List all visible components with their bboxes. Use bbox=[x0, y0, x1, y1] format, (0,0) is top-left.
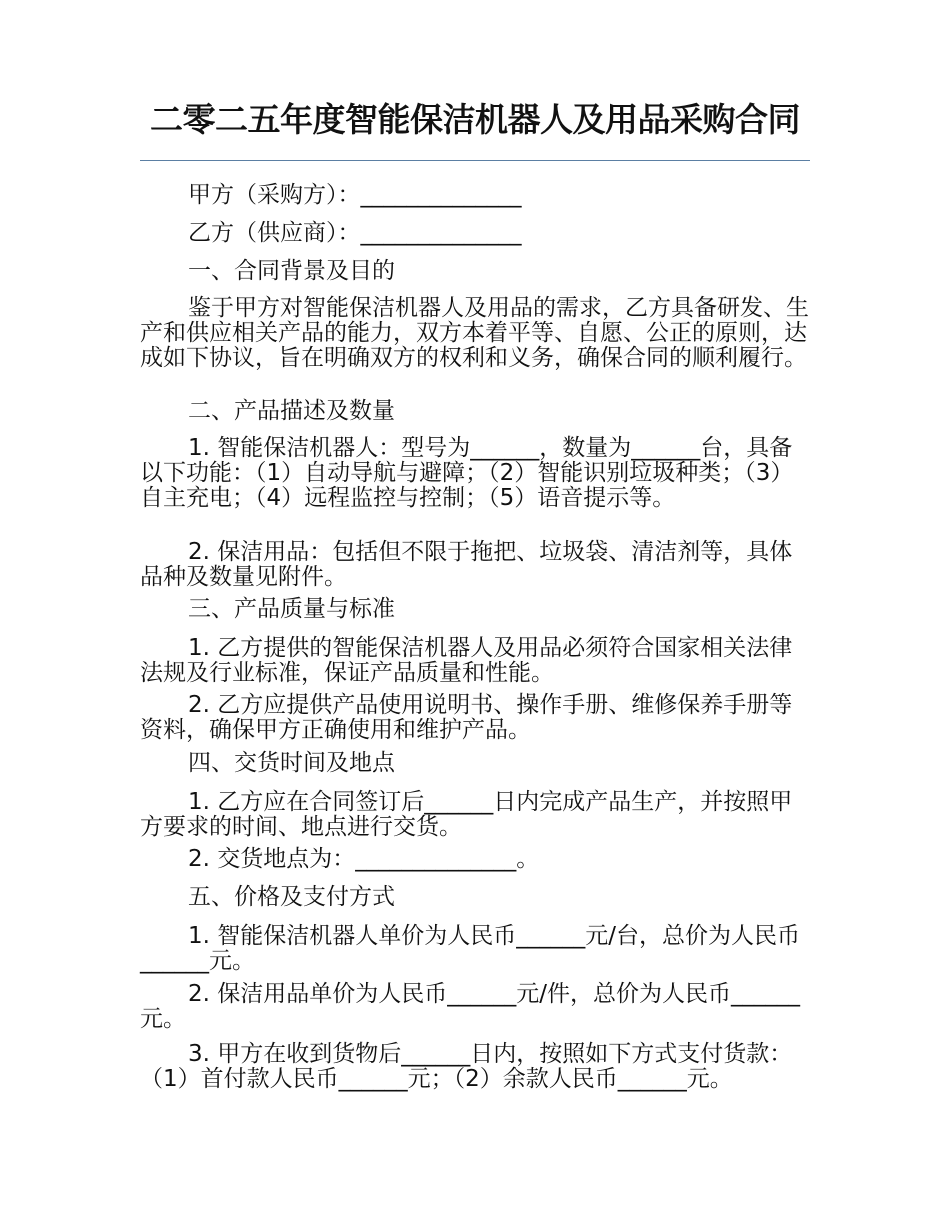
document-title: 二零二五年度智能保洁机器人及用品采购合同 bbox=[150, 100, 800, 139]
section-5-item-3: 3. 甲方在收到货物后______日内，按照如下方式支付货款：（1）首付款人民币______元；（2）余款人民币______元。 bbox=[140, 1041, 793, 1092]
section-4-item-2: 2. 交货地点为：______________。 bbox=[188, 846, 540, 872]
section-5-heading: 五、价格及支付方式 bbox=[188, 884, 395, 910]
party-b-line: 乙方（供应商）：______________ bbox=[188, 220, 522, 246]
section-2-item-1: 1. 智能保洁机器人：型号为______，数量为______台，具备以下功能：（1）自动导航与避障；（2）智能识别垃圾种类；（3）自主充电；（4）远程监控与控制；（5）语音提示等。 bbox=[140, 435, 794, 511]
party-a-line: 甲方（采购方）：______________ bbox=[188, 182, 522, 208]
section-1-paragraph: 鉴于甲方对智能保洁机器人及用品的需求，乙方具备研发、生产和供应相关产品的能力，双方本着平等、自愿、公正的原则，达成如下协议，旨在明确双方的权利和义务，确保合同的顺利履行。 bbox=[140, 295, 809, 371]
section-3-item-2: 2. 乙方应提供产品使用说明书、操作手册、维修保养手册等资料，确保甲方正确使用和维护产品。 bbox=[140, 692, 793, 743]
section-4-item-1: 1. 乙方应在合同签订后______日内完成产品生产，并按照甲方要求的时间、地点进行交货。 bbox=[140, 789, 793, 840]
section-2-item-2: 2. 保洁用品：包括但不限于拖把、垃圾袋、清洁剂等，具体品种及数量见附件。 bbox=[140, 539, 793, 590]
section-2-heading: 二、产品描述及数量 bbox=[188, 398, 395, 424]
title-divider bbox=[140, 160, 810, 161]
section-1-heading: 一、合同背景及目的 bbox=[188, 258, 395, 284]
section-4-heading: 四、交货时间及地点 bbox=[188, 750, 395, 776]
section-3-item-1: 1. 乙方提供的智能保洁机器人及用品必须符合国家相关法律法规及行业标准，保证产品质量和性能。 bbox=[140, 635, 793, 686]
section-5-item-2: 2. 保洁用品单价为人民币______元/件，总价为人民币______元。 bbox=[140, 981, 801, 1032]
section-5-item-1: 1. 智能保洁机器人单价为人民币______元/台，总价为人民币______元。 bbox=[140, 923, 801, 974]
section-3-heading: 三、产品质量与标准 bbox=[188, 596, 395, 622]
